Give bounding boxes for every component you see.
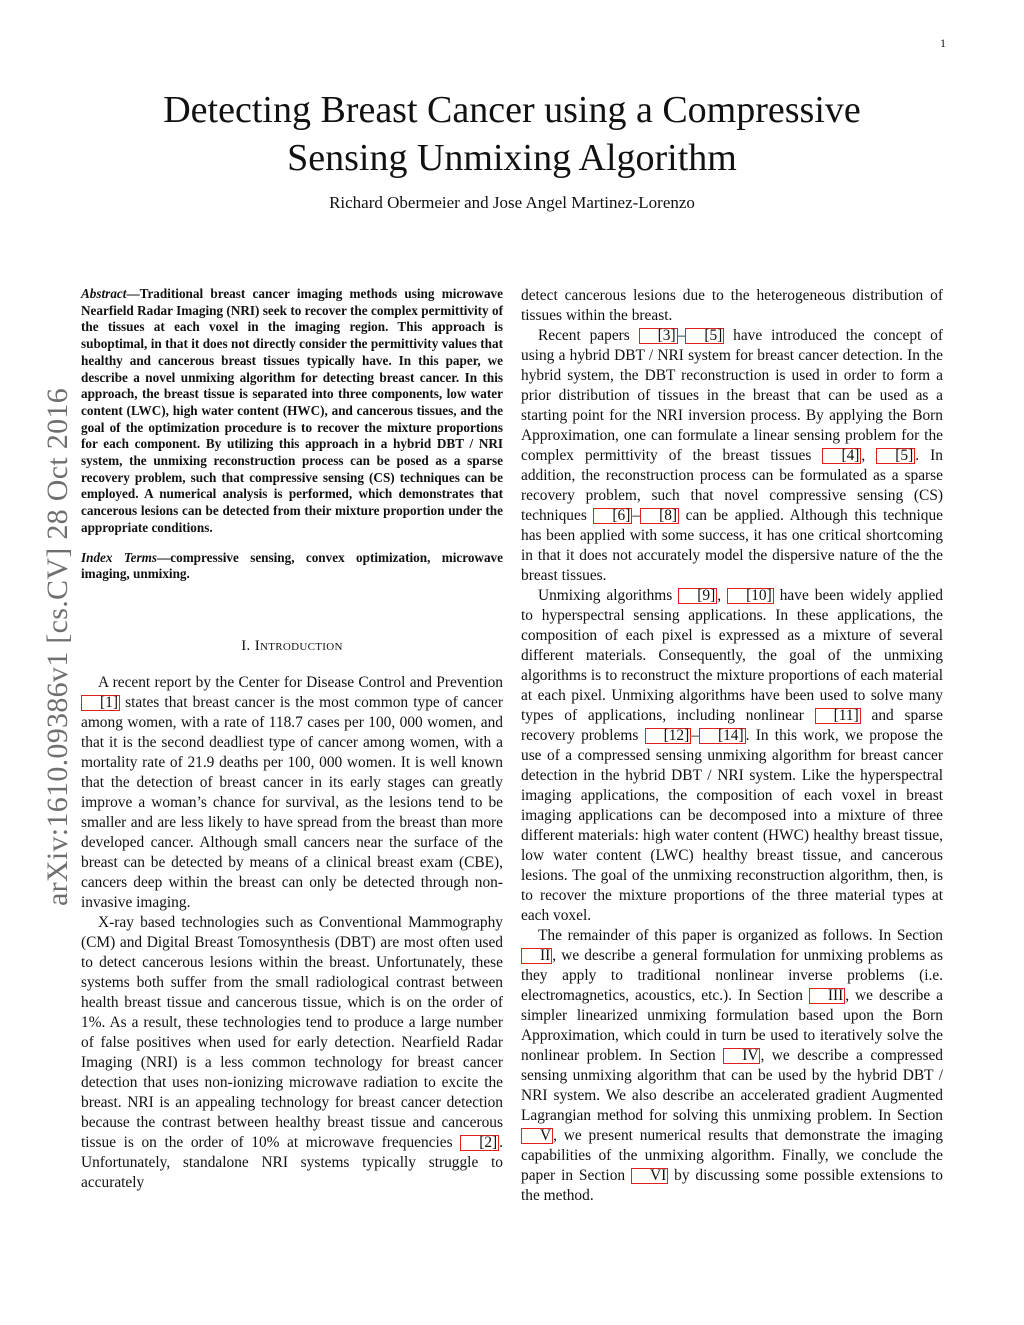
text-run: , we describe a general formulation for unmixing problems as they apply to traditional nonlinear inverse problems (i.e. electromagnetics, acoustics, etc.). In Section	[521, 947, 943, 1004]
text-run: ,	[717, 587, 728, 604]
right-column	[521, 286, 943, 1206]
index-terms-lead: Index Terms	[81, 549, 158, 565]
arxiv-identifier-stamp: arXiv:1610.09386v1 [cs.CV] 28 Oct 2016	[41, 387, 74, 907]
intro-paragraph-3	[521, 326, 943, 586]
citation-link[interactable]: [1]	[81, 695, 120, 711]
paper-title	[80, 86, 944, 182]
text-run: –	[691, 727, 699, 744]
citation-link[interactable]: [14]	[699, 728, 746, 744]
title-line-1: Detecting Breast Cancer using a Compressive	[163, 89, 861, 131]
section-link[interactable]: II	[521, 948, 552, 964]
text-run: ,	[861, 447, 877, 464]
text-run: , we present numerical results that demonstrate the imaging capabilities of the unmixing algorithm. Finally, we conclude the paper in Section	[521, 1127, 943, 1184]
text-run: by discussing some possible extensions to the method.	[521, 1167, 944, 1204]
abstract-lead: Abstract	[81, 286, 127, 301]
text-run: , we describe a simpler linearized unmixing formulation based upon the Born Approximation, which could in turn be used to iteratively solve the nonlinear problem. In Section	[521, 987, 943, 1064]
citation-link[interactable]: [12]	[645, 728, 692, 744]
citation-link[interactable]: [5]	[685, 328, 724, 344]
left-column	[81, 286, 503, 1193]
text-run: X-ray based technologies such as Conventional Mammography (CM) and Digital Breast Tomosynthesis (DBT) are most often used to detect cancerous lesions within the breast. Unfortunately, these systems both suffer from the small radiological contrast between health breast tissue and cancerous tissue, which is on the order of 1%. As a result, these technologies tend to produce a large number of false positives when used for early detection. Nearfield Radar Imaging (NRI) is a less common technology for breast cancer detection that uses non-ionizing microwave radiation to excite the breast. NRI is an appealing technology for breast cancer detection because the contrast between healthy breast tissue and cancerous tissue is on the order of 10% at microwave frequencies	[81, 913, 503, 1151]
abstract-text: —Traditional breast cancer imaging methods using microwave Nearfield Radar Imaging (NRI) seek to recover the complex permittivity of the tissues at each voxel in the imaging region. This approach is suboptimal, in that it does not directly consider the permittivity values that healthy and cancerous breast tissues typically have. In this paper, we describe a novel unmixing algorithm for detecting breast cancer. In this approach, the breast tissue is separated into three components, low water content (LWC), high water content (HWC), and cancerous tissues, and the goal of the optimization procedure is to recover the mixture proportions for each component. By utilizing this approach in a hybrid DBT / NRI system, the unmixing reconstruction process can be posed as a sparse recovery problem, such that compressive sensing (CS) techniques can be employed. A numerical analysis is performed, which demonstrates that cancerous lesions can be detected from their mixture proportion under the appropriate conditions.	[81, 286, 503, 535]
text-run: have been widely applied to hyperspectral sensing applications. In these applications, the composition of each pixel is expressed as a mixture of several different materials. Consequently, the goal of the unmixing algorithms is to reconstruct the mixture proportions of each material at each pixel. Unmixing algorithms have been used to solve many types of applications, including nonlinear	[521, 587, 944, 724]
citation-link[interactable]: [3]	[639, 328, 678, 344]
citation-link[interactable]: [6]	[593, 508, 632, 524]
citation-link[interactable]: [8]	[640, 508, 679, 524]
authors: Richard Obermeier and Jose Angel Martinez-Lorenzo	[329, 193, 695, 212]
text-run: states that breast cancer is the most common type of cancer among women, with a rate of 118.7 cases per 100, 000 women, and that it is the second deadliest type of cancer among women, with a mortality rate of 21.9 deaths per 100, 000 women. It is well known that the detection of breast cancer in its early stages can greatly improve a woman’s chance for survival, as the lesions tend to be smaller and are less likely to have spread from the breast than more developed cancer. Although small cancers near the surface of the breast can be detected by means of a clinical breast exam (CBE), cancers deep within the breast can only be detected through non-invasive imaging.	[81, 693, 503, 911]
text-run: The remainder of this paper is organized as follows. In Section	[538, 927, 943, 944]
citation-link[interactable]: [9]	[678, 588, 717, 604]
text-run: and sparse recovery problems	[521, 707, 943, 744]
text-run: Recent papers	[538, 327, 639, 344]
text-run: can be applied. Although this technique has been applied with some success, it has one critical shortcoming in that it does not accurately model the dispersive nature of the the breast tissues.	[521, 507, 943, 584]
citation-link[interactable]: [10]	[727, 588, 774, 604]
text-run: . In addition, the reconstruction process can be formulated as a sparse recovery problem, such that novel compressive sensing (CS) techniques	[521, 447, 943, 524]
index-terms	[81, 550, 503, 583]
intro-paragraph-1	[81, 673, 503, 913]
citation-link[interactable]: [2]	[460, 1135, 499, 1151]
intro-paragraph-5	[521, 926, 943, 1206]
index-terms-text: —compressive sensing, convex optimization, microwave imaging, unmixing.	[81, 549, 503, 582]
title-line-2: Sensing Unmixing Algorithm	[287, 137, 737, 179]
page-number: 1	[940, 36, 946, 50]
text-run: . Unfortunately, standalone NRI systems typically struggle to accurately	[81, 1133, 503, 1191]
section-link[interactable]: III	[809, 988, 845, 1004]
section-link[interactable]: V	[521, 1128, 553, 1144]
section-title: Introduction	[254, 637, 343, 654]
intro-paragraph-4	[521, 586, 943, 926]
section-heading-introduction	[81, 638, 503, 655]
text-run: –	[632, 507, 641, 524]
intro-paragraph-2-continued: detect cancerous lesions due to the heterogeneous distribution of tissues within the breast.	[521, 287, 943, 324]
section-link[interactable]: VI	[631, 1168, 668, 1184]
section-number: I.	[241, 637, 251, 654]
text-run: have introduced the concept of using a hybrid DBT / NRI system for breast cancer detection. In the hybrid system, the DBT reconstruction is used in order to form a prior distribution of tissues in the breast that can be used as a starting point for the NRI inversion process. By applying the Born Approximation, one can formulate a linear sensing problem for the complex permittivity of the breast tissues	[521, 327, 943, 464]
text-run: . In this work, we propose the use of a compressed sensing unmixing algorithm for breast cancer detection in the hybrid DBT / NRI system. Like the hyperspectral imaging applications, the composition of each voxel in breast imaging applications can be decomposed into a mixture of three different materials: high water content (HWC) healthy breast tissue, low water content (LWC) healthy breast tissue, and cancerous lesions. The goal of the unmixing reconstruction algorithm, then, is to recover the mixture proportions of the three material types at each voxel.	[521, 727, 943, 924]
citation-link[interactable]: [5]	[876, 448, 915, 464]
citation-link[interactable]: [4]	[822, 448, 861, 464]
text-run: Unmixing algorithms	[538, 587, 679, 604]
intro-paragraph-2	[81, 913, 503, 1193]
citation-link[interactable]: [11]	[815, 708, 861, 724]
text-run: , we describe a compressed sensing unmixing algorithm that can be used by the hybrid DBT / NRI system. We also describe an accelerated gradient Augmented Lagrangian method for solving this unmixing problem. In Section	[521, 1047, 943, 1124]
text-run: –	[677, 327, 686, 344]
text-run: A recent report by the Center for Disease Control and Prevention	[98, 673, 503, 691]
section-link[interactable]: IV	[723, 1048, 760, 1064]
abstract	[81, 286, 503, 537]
